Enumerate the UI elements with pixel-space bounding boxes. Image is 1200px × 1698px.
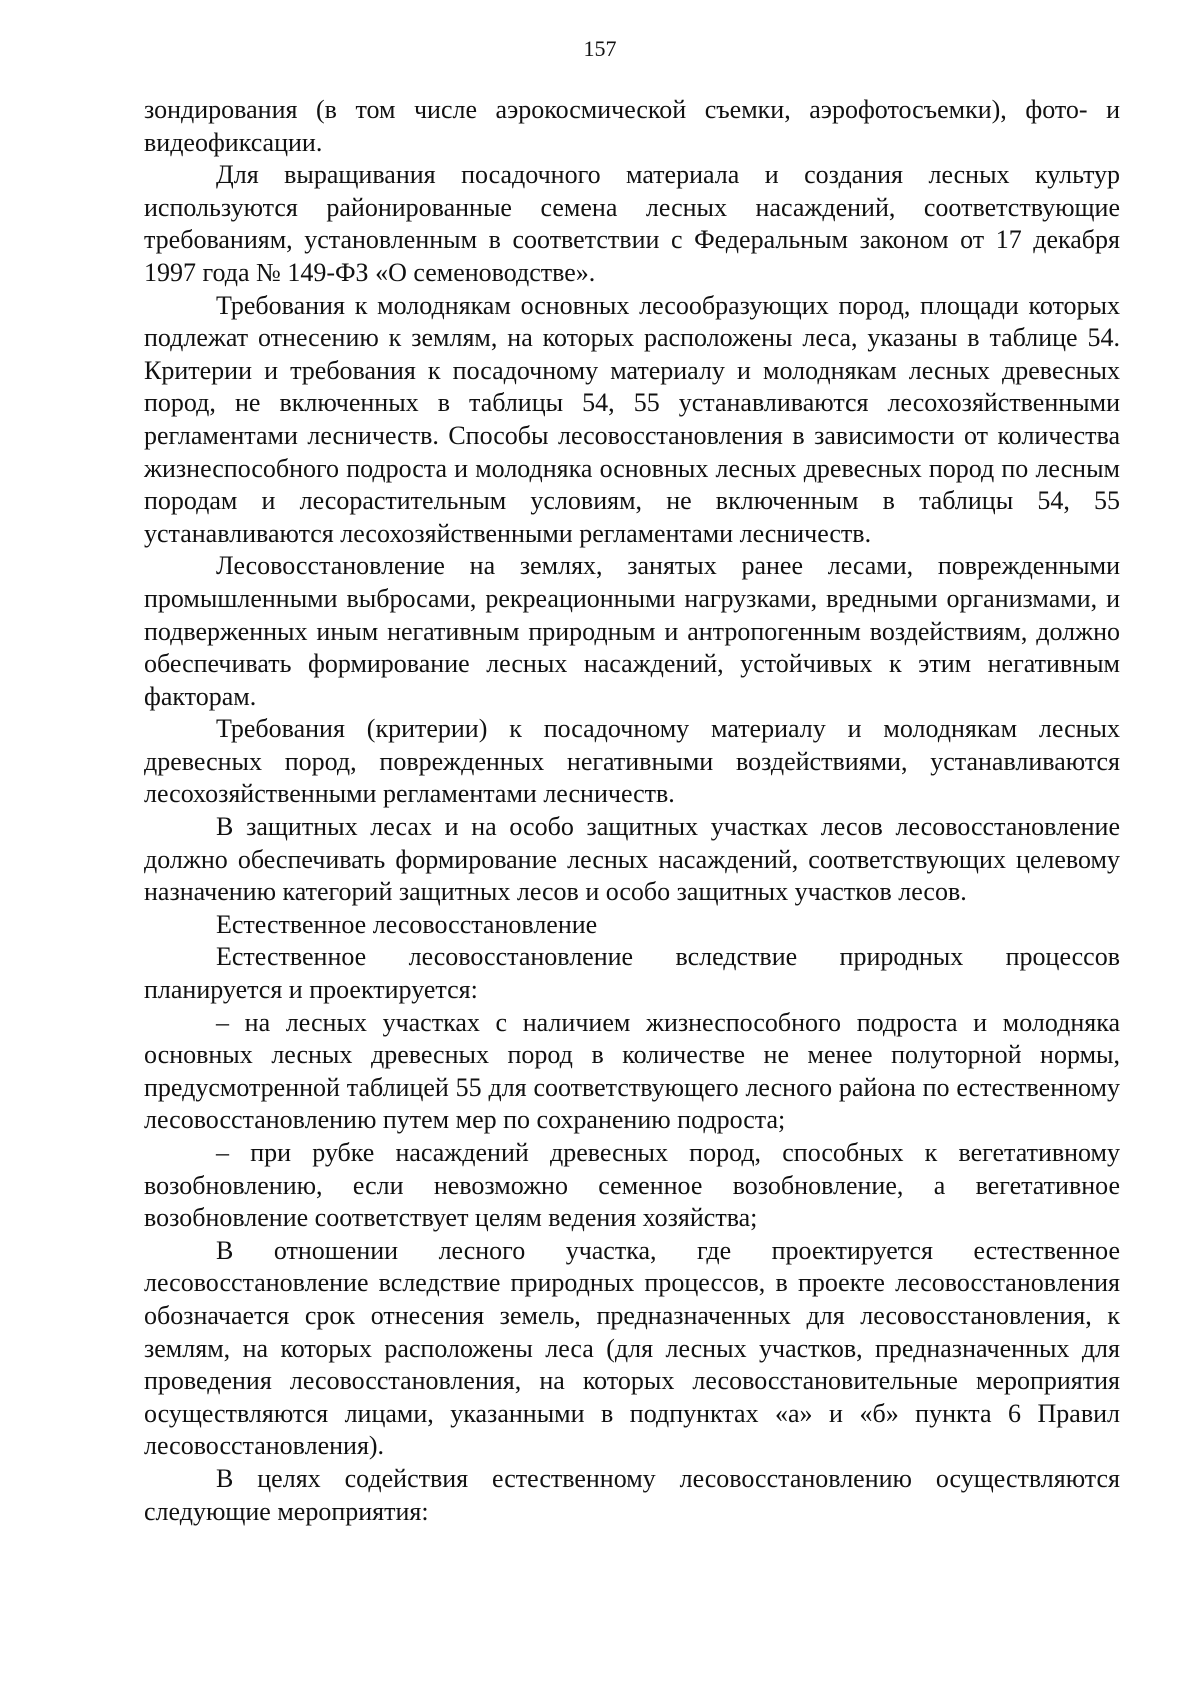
paragraph: В отношении лесного участка, где проектируется естественное лесовосстановление вследствие природных процессов, в проекте лесовосстановления обозначается срок отнесения земель, предназначенных для лесовосстановления, к землям, на которых расположены леса (для лесных участков, предназначенных для проведения лесовосстановления, на которых лесовосстановительные мероприятия осуществляются лицами, указанными в подпунктах «а» и «б» пункта 6 Правил лесовосстановления).: [144, 1235, 1120, 1461]
paragraph: зондирования (в том числе аэрокосмической съемки, аэрофотосъемки), фото- и видеофиксации.: [144, 95, 1120, 157]
paragraph: В защитных лесах и на особо защитных участках лесов лесовосстановление должно обеспечивать формирование лесных насаждений, соответствующих целевому назначению категорий защитных лесов и особо защитных участков лесов.: [144, 812, 1120, 907]
paragraph: Естественное лесовосстановление вследствие природных процессов планируется и проектируется:: [144, 942, 1120, 1005]
list-item: – при рубке насаждений древесных пород, способных к вегетативному возобновлению, если невозможно семенное возобновление, а вегетативное возобновление соответствует целям ведения хозяйства;: [144, 1138, 1120, 1233]
paragraph: В целях содействия естественному лесовосстановлению осуществляются следующие мероприятия:: [144, 1463, 1120, 1526]
paragraph: Лесовосстановление на землях, занятых ранее лесами, поврежденными промышленными выбросами, рекреационными нагрузками, вредными организмами, и подверженных иным негативным природным и антропогенным воздействиям, должно обеспечивать формирование лесных насаждений, устойчивых к этим негативным факторам.: [144, 551, 1120, 711]
paragraph: Для выращивания посадочного материала и создания лесных культур используются районированные семена лесных насаждений, соответствующие требованиям, установленным в соответствии с Федеральным законом от 17 декабря 1997 года № 149-ФЗ «О семеноводстве».: [144, 160, 1120, 287]
paragraph: Требования к молоднякам основных лесообразующих пород, площади которых подлежат отнесению к землям, на которых расположены леса, указаны в таблице 54. Критерии и требования к посадочному материалу и молоднякам лесных древесных пород, не включенных в таблицы 54, 55 устанавливаются лесохозяйственными регламентами лесничеств. Способы лесовосстановления в зависимости от количества жизнеспособного подроста и молодняка основных лесных древесных пород по лесным породам и лесорастительным условиям, не включенным в таблицы 54, 55 устанавливаются лесохозяйственными регламентами лесничеств.: [144, 290, 1120, 548]
page-body: [144, 94, 1120, 1528]
paragraph: Требования (критерии) к посадочному материалу и молоднякам лесных древесных пород, поврежденных негативными воздействиями, устанавливаются лесохозяйственными регламентами лесничеств.: [144, 714, 1120, 809]
list-item: – на лесных участках с наличием жизнеспособного подроста и молодняка основных лесных древесных пород в количестве не менее полуторной нормы, предусмотренной таблицей 55 для соответствующего лесного района по естественному лесовосстановлению путем мер по сохранению подроста;: [144, 1007, 1120, 1135]
page-number: 157: [583, 36, 617, 61]
section-heading: Естественное лесовосстановление: [216, 909, 598, 939]
